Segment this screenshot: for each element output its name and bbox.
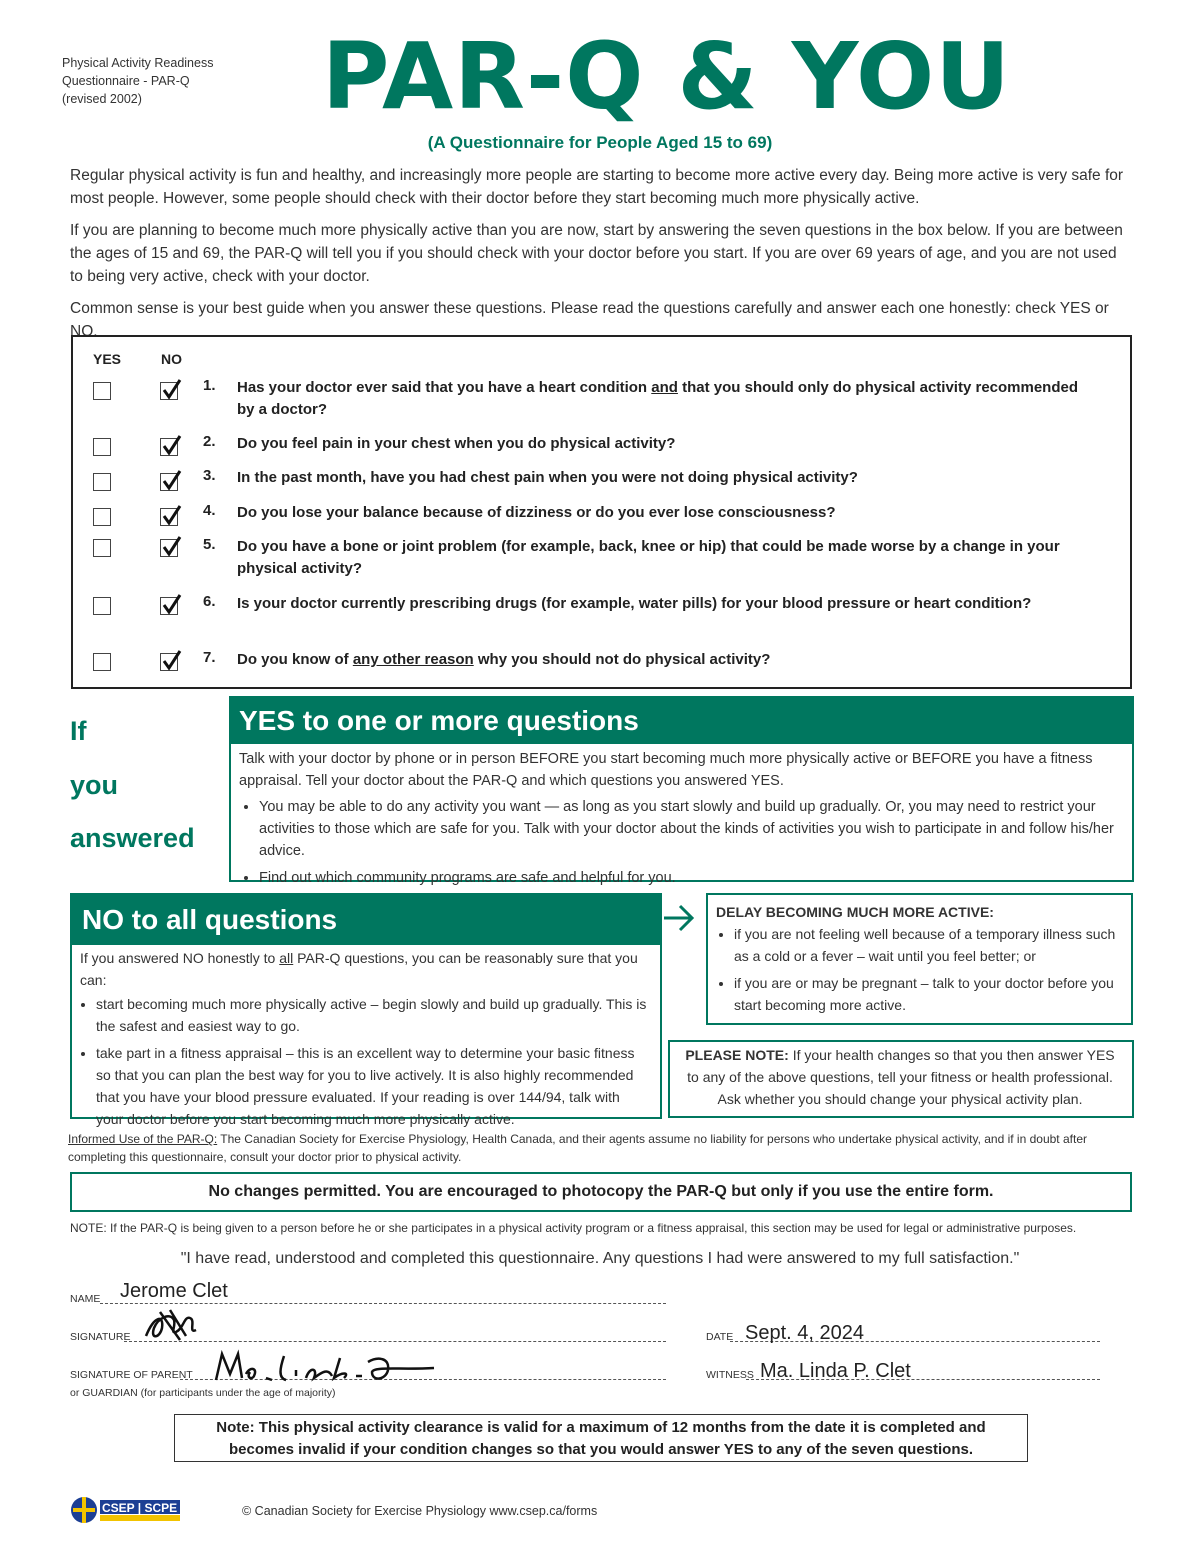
checkmark-icon bbox=[161, 649, 183, 671]
validity-note-line2: becomes invalid if your condition changes so that you would answer YES to any of the seven questions. bbox=[228, 1441, 974, 1458]
arrow-right-icon bbox=[660, 898, 696, 938]
witness-value[interactable]: Ma. Linda P. Clet bbox=[760, 1360, 911, 1382]
question-text-1: Has your doctor ever said that you have a heart condition and that you should only do physical activity recommended by a doctor? bbox=[237, 379, 1079, 418]
yes-checkbox-6[interactable] bbox=[93, 597, 111, 615]
csep-logo-icon bbox=[70, 1494, 184, 1526]
no-box-body bbox=[80, 947, 650, 1135]
question-number-2: 2. bbox=[203, 433, 216, 450]
form-identifier-line2: Questionnaire - PAR-Q bbox=[62, 74, 190, 88]
questions-box bbox=[71, 335, 1132, 689]
question-text-7: Do you know of any other reason why you should not do physical activity? bbox=[237, 651, 771, 668]
no-checkbox-7[interactable] bbox=[160, 653, 178, 671]
page-subtitle: (A Questionnaire for People Aged 15 to 69) bbox=[427, 133, 773, 152]
question-number-1: 1. bbox=[203, 377, 216, 394]
please-note-text: PLEASE NOTE: If your health changes so that you then answer YES to any of the above questions, tell your fitness or health professional. Ask whether you should change your physical activity plan. bbox=[685, 1047, 1115, 1107]
parent-signature-sublabel: or GUARDIAN (for participants under the age of majority) bbox=[70, 1387, 336, 1399]
please-note-box bbox=[668, 1040, 1134, 1118]
question-text-2: Do you feel pain in your chest when you do physical activity? bbox=[237, 435, 676, 452]
question-number-3: 3. bbox=[203, 467, 216, 484]
question-number-6: 6. bbox=[203, 593, 216, 610]
yes-checkbox-2[interactable] bbox=[93, 438, 111, 456]
question-text-3: In the past month, have you had chest pain when you were not doing physical activity? bbox=[237, 469, 858, 486]
no-box-title: NO to all questions bbox=[72, 895, 660, 945]
parent-signature-image bbox=[210, 1348, 440, 1388]
form-identifier-line1: Physical Activity Readiness bbox=[62, 56, 214, 70]
informed-use-label: Informed Use of the PAR-Q: bbox=[68, 1132, 218, 1146]
question-number-4: 4. bbox=[203, 502, 216, 519]
legal-note: NOTE: If the PAR-Q is being given to a person before he or she participates in a physical activity program or a fitness appraisal, this section may be used for legal or administrative purposes. bbox=[70, 1221, 1077, 1235]
form-identifier-line3: (revised 2002) bbox=[62, 92, 142, 106]
delay-box bbox=[706, 893, 1133, 1025]
yes-box-title: YES to one or more questions bbox=[231, 698, 1132, 744]
signature-field-line[interactable] bbox=[124, 1324, 666, 1342]
logo-text: CSEP | SCPE bbox=[102, 1501, 178, 1515]
you-label: you bbox=[70, 770, 119, 800]
date-label: DATE bbox=[706, 1331, 734, 1343]
yes-checkbox-5[interactable] bbox=[93, 539, 111, 557]
signature-image bbox=[140, 1306, 204, 1346]
checkmark-icon bbox=[161, 535, 183, 557]
yes-checkbox-1[interactable] bbox=[93, 382, 111, 400]
question-number-5: 5. bbox=[203, 536, 216, 553]
no-column-header: NO bbox=[161, 351, 182, 367]
intro-paragraph-1: Regular physical activity is fun and healthy, and increasingly more people are starting to become more active every day. Being more active is very safe for most people. However, some people should check with their doctor before they start becoming much more physically active. bbox=[70, 167, 1124, 207]
yes-box-body bbox=[239, 748, 1115, 894]
declaration-quote: "I have read, understood and completed this questionnaire. Any questions I had were answered to my full satisfaction." bbox=[180, 1250, 1020, 1267]
informed-use-text: Informed Use of the PAR-Q: The Canadian Society for Exercise Physiology, Health Canada, and their agents assume no liability for persons who undertake physical activity, and if in doubt after completing this questionnaire, consult your doctor prior to physical activity. bbox=[68, 1132, 1087, 1164]
delay-box-body bbox=[716, 901, 1120, 1021]
no-box-intro: If you answered NO honestly to all PAR-Q questions, you can be reasonably sure that you can: bbox=[80, 950, 638, 988]
validity-note-line1: Note: This physical activity clearance is valid for a maximum of 12 months from the date it is completed and bbox=[216, 1419, 986, 1436]
yes-answer-box bbox=[229, 696, 1134, 886]
parent-signature-label: SIGNATURE OF PARENT bbox=[70, 1369, 193, 1381]
if-label: If bbox=[70, 716, 87, 746]
answered-label: answered bbox=[70, 823, 195, 853]
intro-paragraph-3: Common sense is your best guide when you answer these questions. Please read the questions carefully and answer each one honestly: check YES or NO. bbox=[70, 300, 1109, 340]
intro-text bbox=[70, 164, 1130, 352]
no-box-bullet-2: • take part in a fitness appraisal – this is an excellent way to determine your basic fitness so that you can plan the best way for you to live actively. It is also highly recommended that you have your blood pressure evaluated. If your reading is over 144/94, talk with your doctor before you start becoming much more physically active. bbox=[96, 1042, 650, 1130]
checkmark-icon bbox=[161, 593, 183, 615]
no-checkbox-5[interactable] bbox=[160, 539, 178, 557]
no-checkbox-2[interactable] bbox=[160, 438, 178, 456]
yes-box-bullet-2: • Find out which community programs are safe and helpful for you. bbox=[259, 867, 1115, 889]
form-identifier bbox=[62, 54, 213, 108]
validity-note-box bbox=[174, 1414, 1028, 1462]
no-checkbox-4[interactable] bbox=[160, 508, 178, 526]
yes-checkbox-7[interactable] bbox=[93, 653, 111, 671]
checkmark-icon bbox=[161, 469, 183, 491]
no-answer-box bbox=[70, 893, 662, 1127]
date-value[interactable]: Sept. 4, 2024 bbox=[745, 1322, 864, 1344]
checkmark-icon bbox=[161, 378, 183, 400]
yes-box-text: Talk with your doctor by phone or in person BEFORE you start becoming much more physically active or BEFORE you have a fitness appraisal. Tell your doctor about the PAR-Q and which questions you answered YES. bbox=[239, 751, 1093, 789]
delay-box-bullet-1: • if you are not feeling well because of a temporary illness such as a cold or a fever – wait until you feel better; or bbox=[734, 923, 1120, 967]
yes-checkbox-3[interactable] bbox=[93, 473, 111, 491]
delay-box-title: DELAY BECOMING MUCH MORE ACTIVE: bbox=[716, 904, 994, 920]
witness-label: WITNESS bbox=[706, 1369, 754, 1381]
question-number-7: 7. bbox=[203, 649, 216, 666]
no-checkbox-1[interactable] bbox=[160, 382, 178, 400]
yes-column-header: YES bbox=[93, 351, 122, 367]
copyright-text: © Canadian Society for Exercise Physiology www.csep.ca/forms bbox=[242, 1504, 598, 1518]
name-value[interactable]: Jerome Clet bbox=[120, 1280, 228, 1302]
signature-label: SIGNATURE bbox=[70, 1331, 131, 1343]
question-text-4: Do you lose your balance because of dizziness or do you ever lose consciousness? bbox=[237, 504, 836, 521]
checkmark-icon bbox=[161, 434, 183, 456]
question-text-5: Do you have a bone or joint problem (for example, back, knee or hip) that could be made worse by a change in your physical activity? bbox=[237, 538, 1060, 577]
no-checkbox-3[interactable] bbox=[160, 473, 178, 491]
please-note-label: PLEASE NOTE: bbox=[685, 1047, 789, 1063]
delay-box-bullet-2: • if you are or may be pregnant – talk to your doctor before you start becoming more active. bbox=[734, 972, 1120, 1016]
name-label: NAME bbox=[70, 1293, 101, 1305]
yes-box-bullet-1: • You may be able to do any activity you want — as long as you start slowly and build up gradually. Or, you may need to restrict your activities to those which are safe for you. Talk with your doctor about the kinds of activities you wish to participate in and follow his/her advice. bbox=[259, 796, 1115, 862]
no-checkbox-6[interactable] bbox=[160, 597, 178, 615]
intro-paragraph-2: If you are planning to become much more physically active than you are now, start by answering the seven questions in the box below. If you are between the ages of 15 and 69, the PAR-Q will tell you if you should check with your doctor before you start. If you are over 69 years of age, and you are not used to being very active, check with your doctor. bbox=[70, 222, 1123, 285]
question-text-6: Is your doctor currently prescribing drugs (for example, water pills) for your blood pressure or heart condition? bbox=[237, 595, 1032, 612]
no-box-bullet-1: • start becoming much more physically active – begin slowly and build up gradually. This is the safest and easiest way to go. bbox=[96, 993, 650, 1037]
no-changes-banner: No changes permitted. You are encouraged to photocopy the PAR-Q but only if you use the entire form. bbox=[70, 1172, 1132, 1212]
yes-checkbox-4[interactable] bbox=[93, 508, 111, 526]
checkmark-icon bbox=[161, 504, 183, 526]
page-title: PAR-Q & YOU bbox=[322, 23, 1011, 130]
